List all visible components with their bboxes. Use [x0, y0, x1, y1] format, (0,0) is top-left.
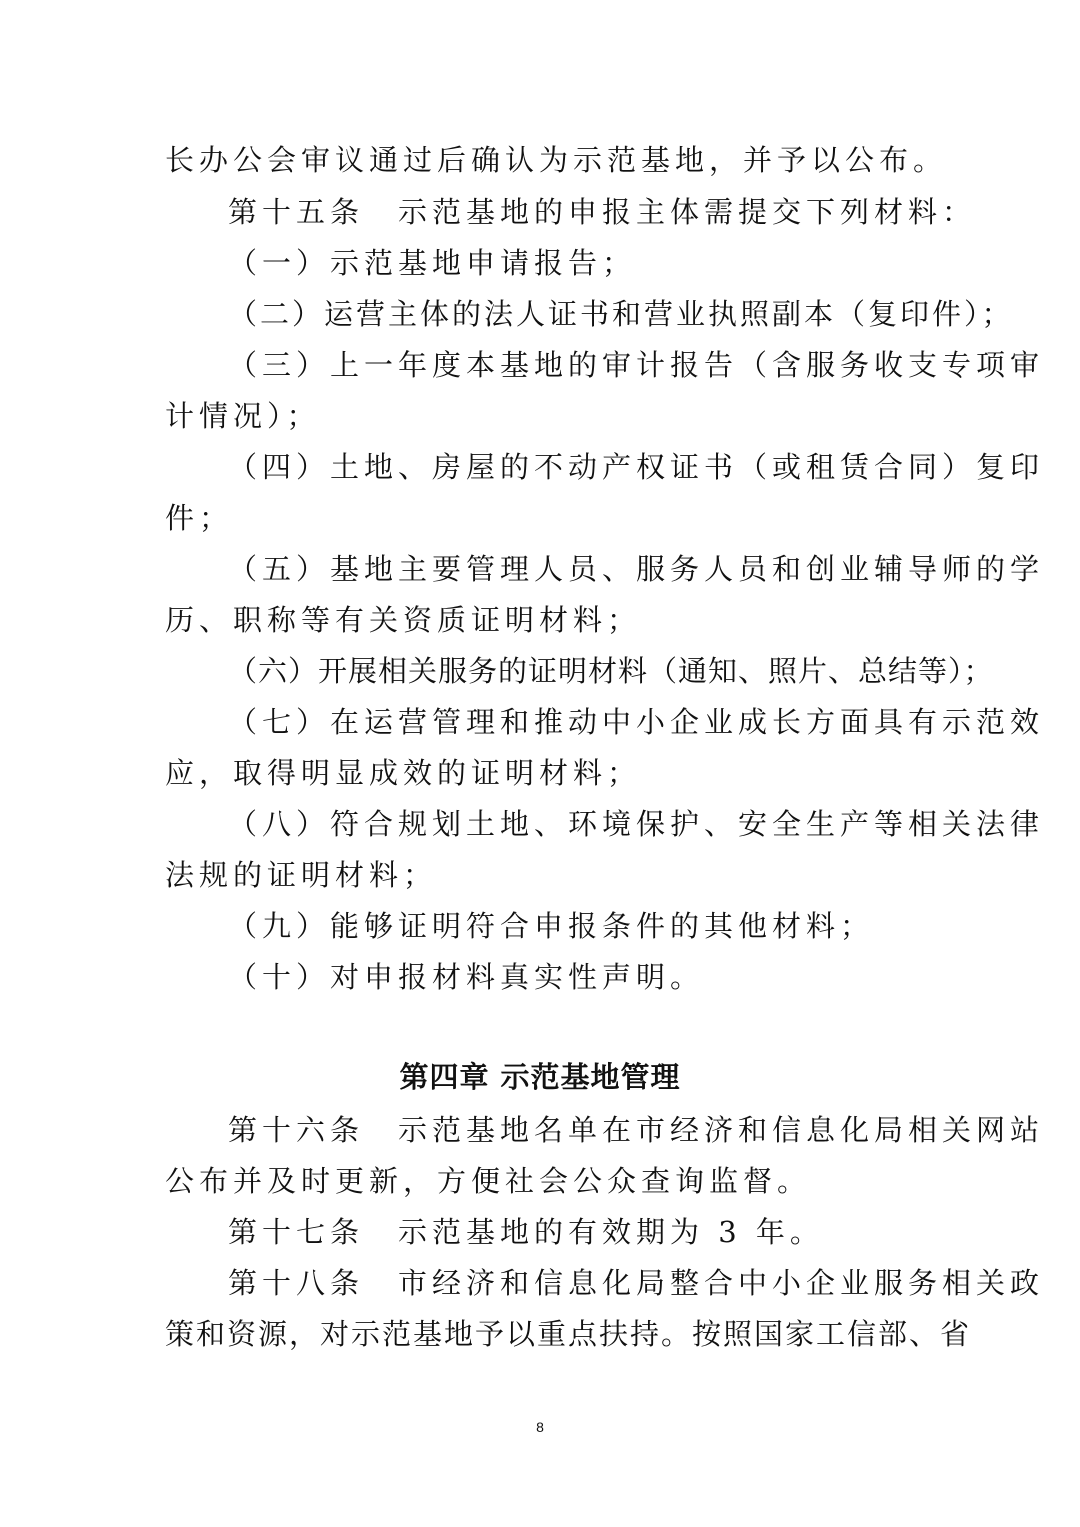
article-15-line: 第十五条 示范基地的申报主体需提交下列材料：	[228, 195, 977, 229]
list-item-4-cont: 件；	[165, 501, 234, 535]
article-16-line: 第十六条 示范基地名单在市经济和信息化局相关网站	[228, 1113, 1045, 1147]
list-item-8: （八）符合规划土地、环境保护、安全生产等相关法律	[228, 807, 1045, 841]
list-item-2: （二）运营主体的法人证书和营业执照副本（复印件）；	[228, 297, 1014, 331]
list-item-4: （四）土地、房屋的不动产权证书（或租赁合同）复印	[228, 450, 1045, 484]
list-item-1: （一）示范基地申请报告；	[228, 246, 637, 280]
article-17-line: 第十七条 示范基地的有效期为 3 年。	[228, 1215, 824, 1249]
list-item-3: （三）上一年度本基地的审计报告（含服务收支专项审	[228, 348, 1045, 382]
text-line: 长办公会审议通过后确认为示范基地，并予以公布。	[165, 143, 948, 177]
article-18-line: 第十八条 市经济和信息化局整合中小企业服务相关政	[228, 1266, 1045, 1300]
list-item-9: （九）能够证明符合申报条件的其他材料；	[228, 909, 875, 943]
list-item-5: （五）基地主要管理人员、服务人员和创业辅导师的学	[228, 552, 1045, 586]
list-item-8-cont: 法规的证明材料；	[165, 858, 438, 892]
list-item-7-cont: 应，取得明显成效的证明材料；	[165, 756, 642, 790]
page-number: 8	[536, 1419, 544, 1435]
list-item-10: （十）对申报材料真实性声明。	[228, 960, 705, 994]
list-item-7: （七）在运营管理和推动中小企业成长方面具有示范效	[228, 705, 1045, 739]
chapter-heading: 第四章 示范基地管理	[399, 1060, 681, 1094]
list-item-3-cont: 计情况）；	[165, 399, 321, 433]
article-18-cont: 策和资源，对示范基地予以重点扶持。按照国家工信部、省	[165, 1317, 972, 1351]
article-16-cont: 公布并及时更新，方便社会公众查询监督。	[165, 1164, 812, 1198]
list-item-6: （六）开展相关服务的证明材料（通知、照片、总结等）；	[228, 654, 994, 688]
list-item-5-cont: 历、职称等有关资质证明材料；	[165, 603, 642, 637]
